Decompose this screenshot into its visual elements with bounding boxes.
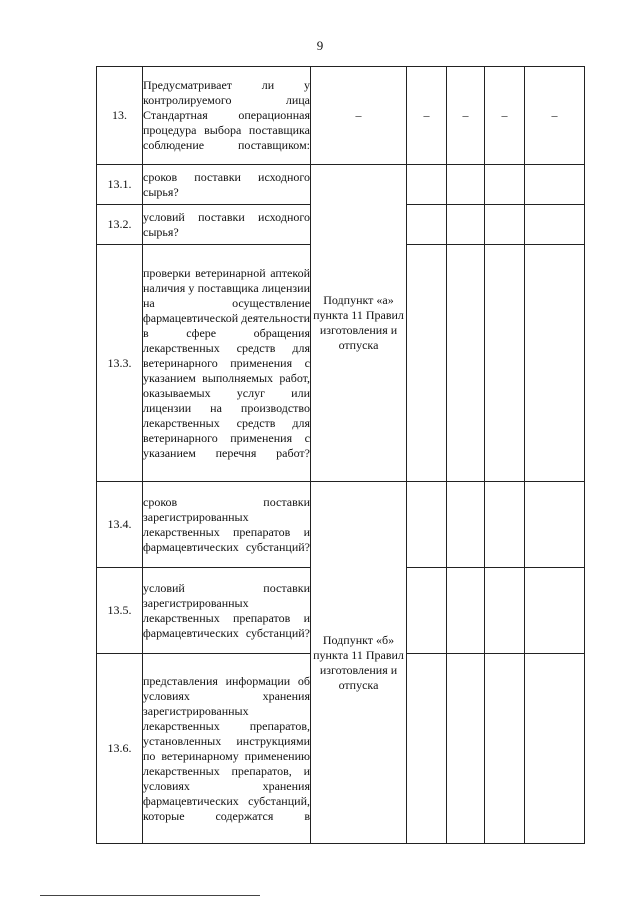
answer-cell: [407, 568, 447, 654]
table-row-13-1: [97, 165, 640, 205]
answer-cell: [447, 245, 485, 482]
answer-no-cell: –: [447, 67, 485, 165]
answer-cell: [447, 165, 485, 205]
row-number: 13.2.: [97, 205, 143, 245]
question-text: сроков поставки исходного сырья?: [143, 165, 311, 205]
answer-cell: [447, 482, 485, 568]
answer-cell: [485, 482, 525, 568]
answer-cell: [485, 165, 525, 205]
answer-cell: [525, 165, 585, 205]
legal-reference-cell: –: [311, 67, 407, 165]
footnote-divider: [40, 895, 260, 896]
answer-cell: [447, 654, 485, 844]
table-row-13: [97, 67, 640, 165]
row-number: 13.5.: [97, 568, 143, 654]
answer-cell: [407, 654, 447, 844]
question-text: представления информации об условиях хранения зарегистрированных лекарственных препаратов, установленных инструкциями по ветеринарному применению лекарственных препаратов, и условиях хранения фармацевтических субстанций, которые содержатся в: [143, 654, 311, 844]
answer-yes-cell: –: [407, 67, 447, 165]
answer-cell: [525, 568, 585, 654]
row-number: 13.6.: [97, 654, 143, 844]
answer-cell: [525, 654, 585, 844]
row-number: 13.1.: [97, 165, 143, 205]
checklist-table: [96, 66, 640, 844]
answer-cell: [485, 654, 525, 844]
row-number: 13.: [97, 67, 143, 165]
row-number: 13.4.: [97, 482, 143, 568]
answer-cell: [407, 482, 447, 568]
legal-reference-cell: Подпункт «б» пункта 11 Правил изготовления и отпуска: [311, 482, 407, 844]
answer-cell: [407, 165, 447, 205]
question-text: условий поставки исходного сырья?: [143, 205, 311, 245]
answer-cell: [407, 245, 447, 482]
page-number: 9: [316, 38, 324, 53]
question-text: проверки ветеринарной аптекой наличия у поставщика лицензии на осуществление фармацевтической деятельности в сфере обращения лекарственных средств для ветеринарного применения с указанием выполняемых работ, оказываемых услуг или лицензии на производство лекарственных средств для ветеринарного применения с указанием перечня работ?: [143, 245, 311, 482]
legal-reference-cell: Подпункт «а» пункта 11 Правил изготовления и отпуска: [311, 165, 407, 482]
note-cell: –: [525, 67, 585, 165]
answer-cell: [485, 245, 525, 482]
answer-cell: [485, 205, 525, 245]
answer-na-cell: –: [485, 67, 525, 165]
answer-cell: [525, 482, 585, 568]
row-number: 13.3.: [97, 245, 143, 482]
answer-cell: [525, 245, 585, 482]
question-text: сроков поставки зарегистрированных лекарственных препаратов и фармацевтических субстанций?: [143, 482, 311, 568]
table-row-13-4: [97, 482, 640, 568]
answer-cell: [525, 205, 585, 245]
question-text: условий поставки зарегистрированных лекарственных препаратов и фармацевтических субстанций?: [143, 568, 311, 654]
answer-cell: [407, 205, 447, 245]
answer-cell: [447, 205, 485, 245]
answer-cell: [447, 568, 485, 654]
answer-cell: [485, 568, 525, 654]
question-text: Предусматривает ли у контролируемого лица Стандартная операционная процедура выбора поставщика соблюдение поставщиком:: [143, 67, 311, 165]
